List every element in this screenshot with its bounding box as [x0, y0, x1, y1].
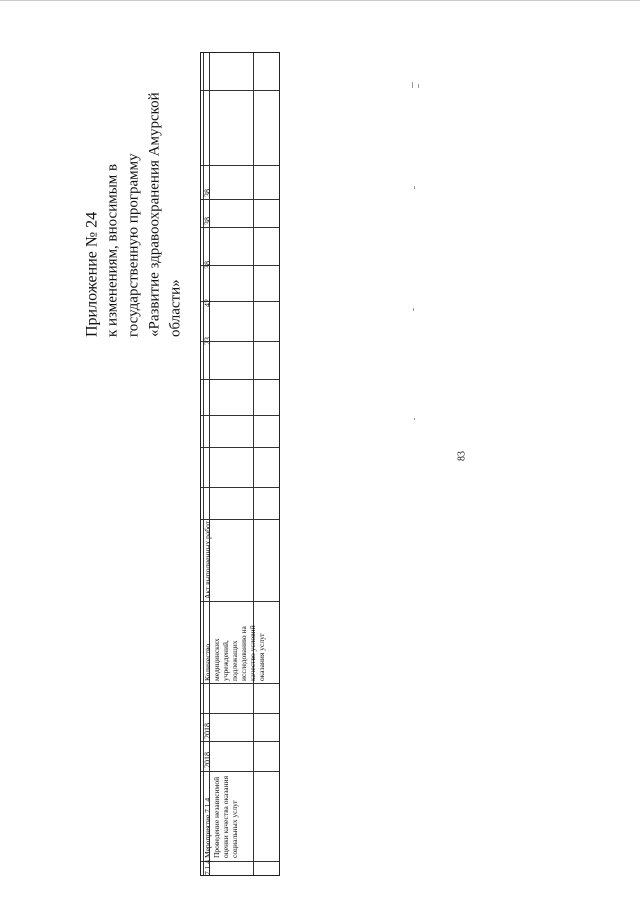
program-table [200, 52, 280, 876]
table-hline [201, 265, 279, 266]
page-number: 83 [456, 451, 468, 461]
indicator-name: Количество медицинских учреждений, подлежащих исследованию на качество условий оказания услуг [203, 625, 266, 681]
table-hline [201, 519, 279, 520]
table-hline [201, 683, 279, 684]
table-hline [201, 447, 279, 448]
appendix-title: Приложение № 24 [83, 211, 101, 337]
value-3: 38 [203, 261, 212, 269]
scan-speck [412, 82, 413, 88]
row-number: 7.1.4. [203, 858, 212, 875]
table-vline [253, 53, 254, 875]
start-year: 2018 [203, 752, 212, 768]
scan-speck [414, 418, 415, 420]
appendix-line-2: государственную программу [125, 153, 142, 337]
table-hline [201, 487, 279, 488]
table-hline [201, 341, 279, 342]
table-hline [201, 165, 279, 166]
table-hline [201, 713, 279, 714]
value-4: 38 [203, 217, 212, 225]
appendix-line-3: «Развитие здравоохранения Амурской [146, 92, 163, 337]
scan-speck [413, 308, 414, 311]
table-hline [201, 90, 279, 91]
scan-speck [414, 186, 415, 189]
scan-top-edge [0, 0, 640, 1]
value-2: 42 [203, 299, 212, 307]
end-year: 2018 [203, 723, 212, 739]
appendix-header [82, 27, 187, 337]
table-hline [201, 771, 279, 772]
table-hline [201, 227, 279, 228]
table-hline [201, 415, 279, 416]
appendix-line-1: к изменениям, вносимым в [104, 163, 121, 337]
table-hline [201, 379, 279, 380]
value-5: 38 [203, 189, 212, 197]
appendix-line-4: области» [167, 279, 184, 337]
value-1: 23 [203, 337, 212, 345]
table-hline [201, 199, 279, 200]
table-hline [201, 741, 279, 742]
table-hline [201, 301, 279, 302]
document-name: Акт выполненных работ [203, 521, 212, 599]
measure-name: Мероприятие 7.1.4. Проведение независимой оценки качества оказания социальных услуг [203, 775, 239, 858]
scan-speck [418, 84, 419, 88]
table-hline [201, 861, 279, 862]
